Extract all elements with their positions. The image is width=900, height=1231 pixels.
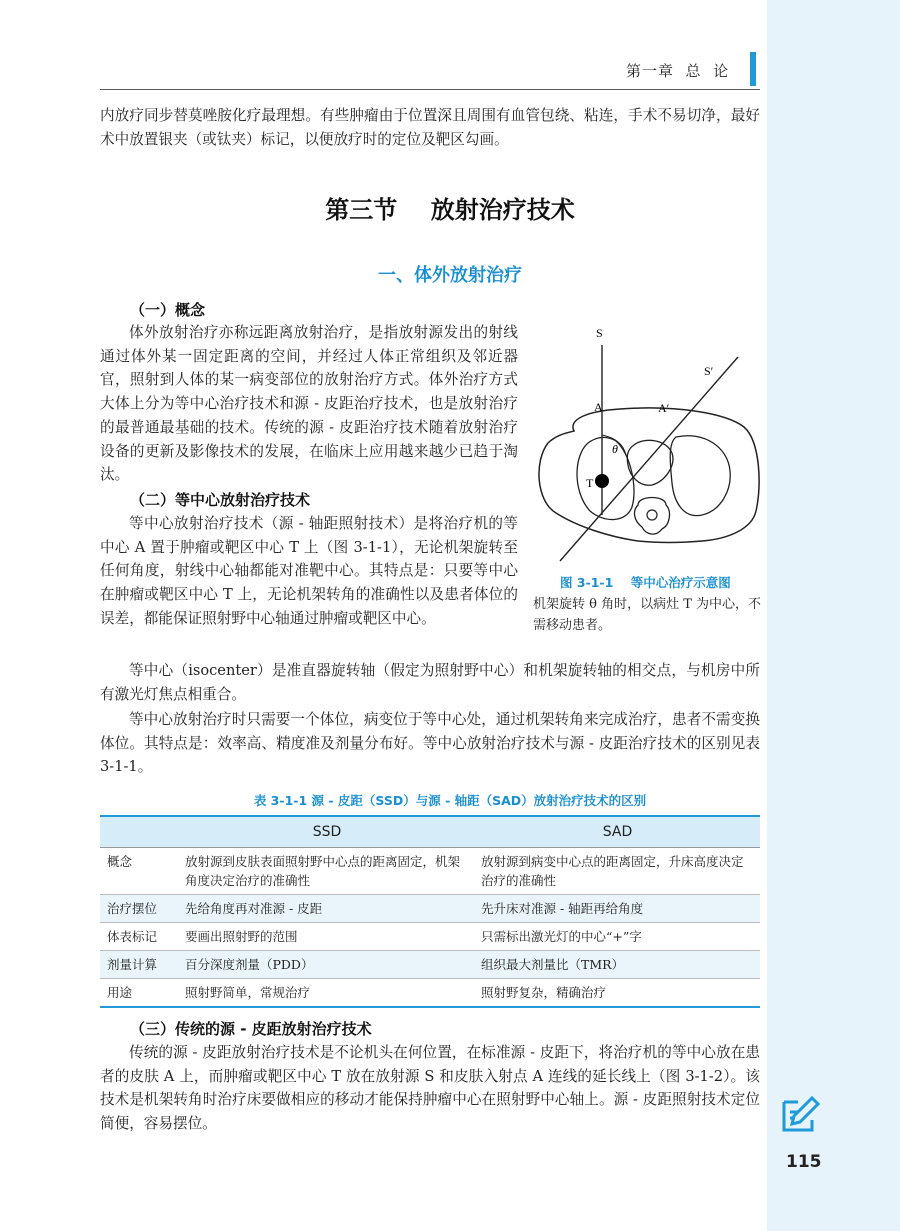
table-cell-ssd: 百分深度剂量（PDD） <box>179 951 475 979</box>
note-edit-icon[interactable] <box>780 1094 820 1134</box>
spinal-canal <box>647 510 657 520</box>
table-row-label: 体表标记 <box>100 923 179 951</box>
page-number: 115 <box>786 1152 822 1172</box>
label-theta: θ <box>612 442 618 456</box>
table-row <box>100 895 760 923</box>
table-header-cell: SAD <box>475 816 760 848</box>
ssd-paragraph: 传统的源 - 皮距放射治疗技术是不论机头在何位置，在标准源 - 皮距下，将治疗机的等中心放在患者的皮肤 A 上，而肿瘤或靶区中心 T 放在放射源 S 和皮肤入射点 A 连线的延长线上（图 3-1-2）。该技术是机架转角时治疗床要做相应的移动才能保持肿瘤中心在照射野中心轴上。源 - 皮距照射技术定位简便，容易摆位。 <box>100 1044 760 1133</box>
table-header-cell <box>100 816 179 848</box>
table-cell-ssd: 照射野简单，常规治疗 <box>179 979 475 1008</box>
label-s: S <box>596 326 603 340</box>
subsection-title: 一、体外放射治疗 <box>378 265 522 286</box>
table-row <box>100 979 760 1008</box>
figure-caption: 图 3-1-1 等中心治疗示意图 <box>560 575 731 590</box>
table-row <box>100 848 760 895</box>
table-cell-ssd: 放射源到皮肤表面照射野中心点的距离固定，机架角度决定治疗的准确性 <box>179 848 475 895</box>
heading-ssd: （三）传统的源 - 皮距放射治疗技术 <box>130 1020 372 1038</box>
table-cell-ssd: 先给角度再对准源 - 皮距 <box>179 895 475 923</box>
spine <box>635 498 670 535</box>
table-row-label: 概念 <box>100 848 179 895</box>
table-header-row <box>100 816 760 848</box>
section-title: 第三节 放射治疗技术 <box>325 196 575 224</box>
beam-axis-s-prime <box>560 357 738 561</box>
table-row <box>100 951 760 979</box>
intro-paragraph: 内放疗同步替莫唑胺化疗最理想。有些肿瘤由于位置深且周围有血管包绕、粘连，手术不易切净，最好术中放置银夹（或钛夹）标记，以便放疗时的定位及靶区勾画。 <box>100 107 760 148</box>
isocenter-diagram <box>526 315 766 565</box>
table-cell-sad: 组织最大剂量比（TMR） <box>475 951 760 979</box>
comparison-table <box>100 815 760 1008</box>
right-lung <box>670 436 730 516</box>
running-header: 第一章 总 论 <box>626 62 730 80</box>
body-outline <box>539 408 759 543</box>
table-row-label: 治疗摆位 <box>100 895 179 923</box>
table-cell-sad: 放射源到病变中心点的距离固定，升床高度决定治疗的准确性 <box>475 848 760 895</box>
label-a: A <box>594 400 603 414</box>
table-cell-sad: 照射野复杂，精确治疗 <box>475 979 760 1008</box>
target-point <box>595 474 609 488</box>
isocentric-paragraph: 等中心放射治疗技术（源 - 轴距照射技术）是将治疗机的等中心 A 置于肿瘤或靶区中心 T 上（图 3-1-1），无论机架旋转至任何角度，射线中心轴都能对准靶中心。其特点是：只要等中心在肿瘤或靶区中心 T 上，无论机架转角的准确性以及患者体位的误差，都能保证照射野中心轴通过肿瘤或靶区中心。 <box>100 515 518 627</box>
figure-note: 机架旋转 θ 角时，以病灶 T 为中心，不需移动患者。 <box>533 597 762 633</box>
label-t: T <box>586 476 594 490</box>
table-cell-sad: 只需标出激光灯的中心“+”字 <box>475 923 760 951</box>
header-accent-bar <box>750 52 756 86</box>
heart <box>627 440 673 485</box>
table-caption: 表 3-1-1 源 - 皮距（SSD）与源 - 轴距（SAD）放射治疗技术的区别 <box>253 793 647 808</box>
heading-concept: （一）概念 <box>130 301 206 319</box>
table-row <box>100 923 760 951</box>
label-s-prime: S′ <box>704 364 714 378</box>
table-cell-sad: 先升床对准源 - 轴距再给角度 <box>475 895 760 923</box>
page-side-band <box>767 0 900 1231</box>
table-header-cell: SSD <box>179 816 475 848</box>
table-row-label: 剂量计算 <box>100 951 179 979</box>
table-row-label: 用途 <box>100 979 179 1008</box>
concept-paragraph: 体外放射治疗亦称远距离放射治疗，是指放射源发出的射线通过体外某一固定距离的空间，并经过人体正常组织及邻近器官，照射到人体的某一病变部位的放射治疗方式。体外治疗方式大体上分为等中心治疗技术和源 - 皮距治疗技术，也是放射治疗的最普通最基础的技术。传统的源 - 皮距治疗技术随着放射治疗设备的更新及影像技术的发展，在临床上应用越来越少已趋于淘汰。 <box>100 324 518 484</box>
table-cell-ssd: 要画出照射野的范围 <box>179 923 475 951</box>
isocenter-definition: 等中心（isocenter）是准直器旋转轴（假定为照射野中心）和机架旋转轴的相交点，与机房中所有激光灯焦点相重合。 <box>100 662 760 703</box>
heading-isocentric: （二）等中心放射治疗技术 <box>130 491 311 509</box>
isocentric-features: 等中心放射治疗时只需要一个体位，病变位于等中心处，通过机架转角来完成治疗，患者不需变换体位。其特点是：效率高、精度准及剂量分布好。等中心放射治疗技术与源 - 皮距治疗技术的区别见表 3-1-1。 <box>100 711 760 776</box>
label-a-prime: A′ <box>658 401 670 415</box>
header-rule <box>100 89 760 90</box>
